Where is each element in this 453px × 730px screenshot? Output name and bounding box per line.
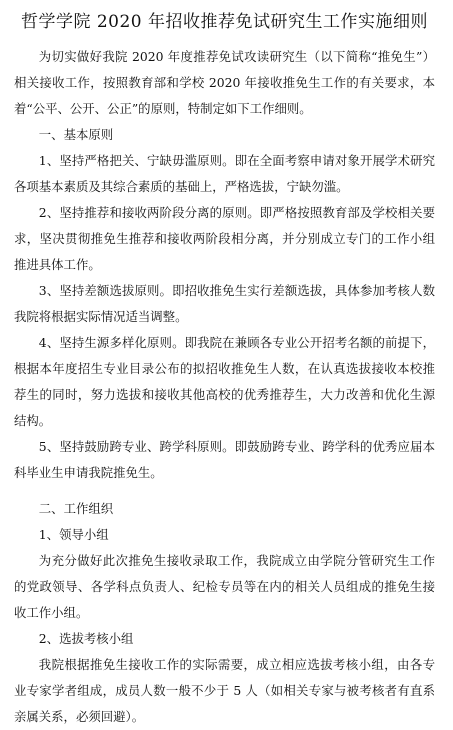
principle-item-2: 2、坚持推荐和接收两阶段分离的原则。即严格按照教育部及学校相关要求，坚决贯彻推免生推荐和接收两阶段相分离，并分别成立专门的工作小组推进具体工作。 <box>14 205 435 272</box>
principle-item-1: 1、坚持严格把关、宁缺毋滥原则。即在全面考察申请对象开展学术研究各项基本素质及其综合素质的基础上，严格选拔，宁缺勿滥。 <box>14 153 435 194</box>
document-title: 哲学学院 2020 年招收推荐免试研究生工作实施细则 <box>20 12 429 32</box>
intro-paragraph: 为切实做好我院 2020 年度推荐免试攻读研究生（以下简称“推免生”）相关接收工作，按照教育部和学校 2020 年接收推免生工作的有关要求，本着“公平、公开、公正”的原则，特制定如下工作细则。 <box>14 49 435 116</box>
subsection-heading-leadership: 1、领导小组 <box>38 527 109 542</box>
selection-paragraph: 我院根据推免生接收工作的实际需要，成立相应选拔考核小组，由各专业专家学者组成，成员人数一般不少于 5 人（如相关专家与被考核者有直系亲属关系，必须回避）。 <box>14 657 435 724</box>
leadership-paragraph: 为充分做好此次推免生接收录取工作，我院成立由学院分管研究生工作的党政领导、各学科点负责人、纪检专员等在内的相关人员组成的推免生接收工作小组。 <box>14 553 435 620</box>
principle-item-5: 5、坚持鼓励跨专业、跨学科原则。即鼓励跨专业、跨学科的优秀应届本科毕业生申请我院推免生。 <box>14 439 435 480</box>
section-spacer <box>14 486 435 496</box>
section-heading-principles: 一、基本原则 <box>38 127 114 142</box>
principle-item-3: 3、坚持差额选拔原则。即招收推免生实行差额选拔，具体参加考核人数我院将根据实际情况适当调整。 <box>14 283 435 324</box>
subsection-heading-selection: 2、选拔考核小组 <box>38 631 134 646</box>
section-heading-organization: 二、工作组织 <box>38 501 114 516</box>
principle-item-4: 4、坚持生源多样化原则。即我院在兼顾各专业公开招考名额的前提下，根据本年度招生专业目录公布的拟招收推免生人数，在认真选拔接收本校推荐生的同时，努力选拔和接收其他高校的优秀推荐生，大力改善和优化生源结构。 <box>14 335 435 428</box>
